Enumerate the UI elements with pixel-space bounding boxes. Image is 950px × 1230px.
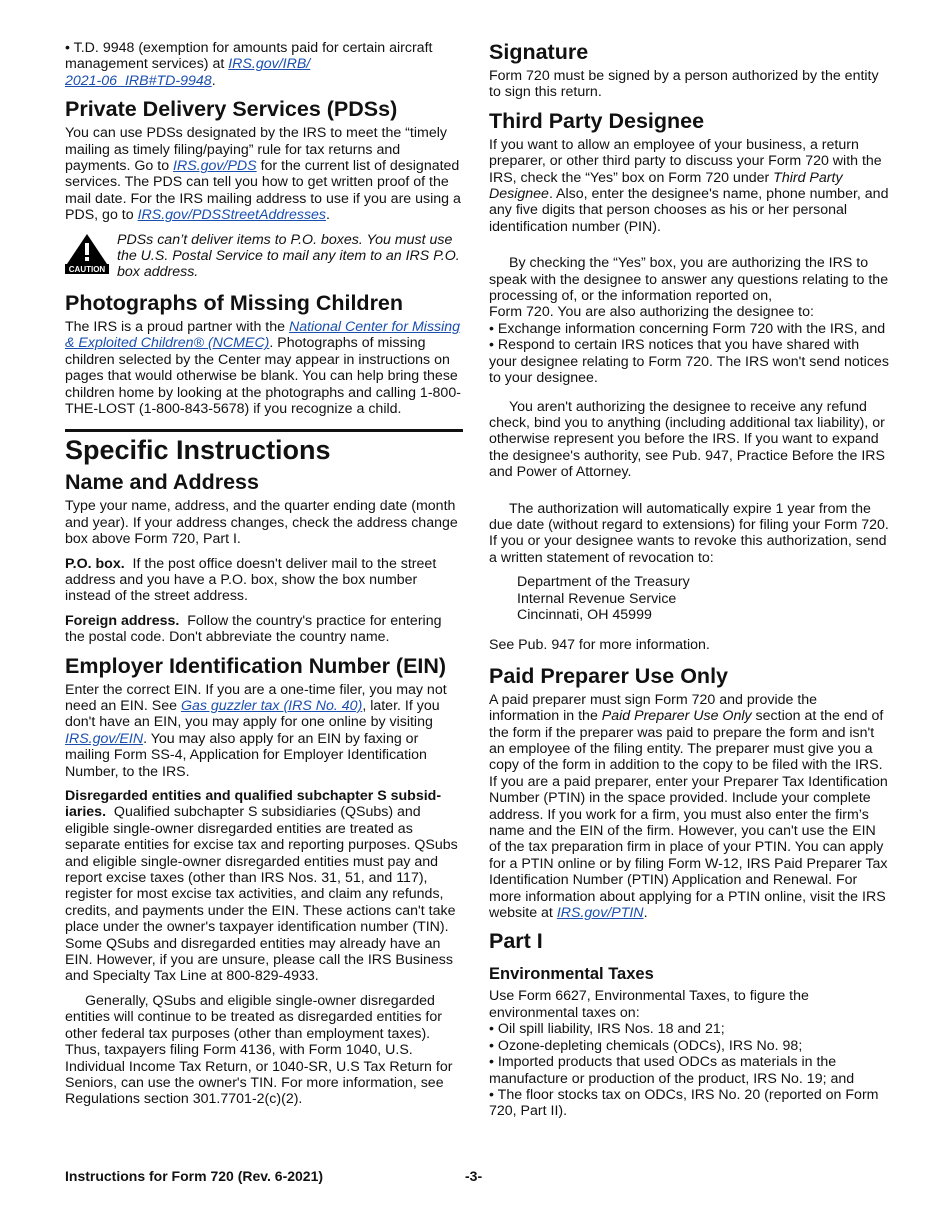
tpd-bullet-1: • Exchange information concerning Form 720 with the IRS, and <box>489 320 886 337</box>
paid-preparer-paragraph: A paid preparer must sign Form 720 and provide the information in the Paid Preparer Use Only section at the end of the form if the preparer was paid to prepare the form and isn't an employee of the filing entity. The preparer must give you a copy of the form in addition to the copy to be filed with the IRS. If you are a paid preparer, enter your Preparer Tax Identification Number (PTIN) in the space provided. Include your complete address. If you work for a firm, you must also enter the firm’s name and the EIN of the firm. However, you can't use the EIN of the tax preparation firm in place of your PTIN. You can apply for a PTIN online or by filing Form W-12, IRS Paid Preparer Tax Identification Number (PTIN) Application and Renewal. For more information about applying for a PTIN online, visit the IRS website at IRS.gov/PTIN. <box>489 691 888 922</box>
form-title: Instructions for Form 720 (Rev. 6-2021) <box>65 1168 324 1184</box>
ein-link[interactable]: IRS.gov/EIN <box>65 730 144 747</box>
page-number: -3- <box>465 1168 483 1184</box>
see-pub-paragraph: See Pub. 947 for more information. <box>489 637 710 654</box>
env-bullet-1: • Oil spill liability, IRS Nos. 18 and 21; <box>489 1021 725 1038</box>
ein-paragraph: Enter the correct EIN. If you are a one-time filer, you may not need an EIN. See Gas guzzler tax (IRS No. 40), later. If you don't have an EIN, you may apply for one online by visiting IRS.gov/EIN. You may also apply for an EIN by faxing or mailing Form SS-4, Application for Employer Identification Number, to the IRS. <box>65 681 447 780</box>
environmental-taxes-heading: Environmental Taxes <box>489 965 654 984</box>
tpd-paragraph-3: You aren't authorizing the designee to receive any refund check, bind you to anything (including additional tax liability), or otherwise represent you before the IRS. If you want to expand the designee's authority, see Pub. 947, Practice Before the IRS and Power of Attorney. <box>489 398 885 481</box>
generally-paragraph: Generally, QSubs and eligible single-owner disregarded entities will continue to be treated as disregarded entities for other federal tax purposes (other than employment taxes). Thus, taxpayers filing Form 4136, with Form 1040, U.S. Individual Income Tax Return, or 1040-SR, U.S Tax Return for Seniors, can use the owner's TIN. For more information, see Regulations section 301.7701-2(c)(2). <box>65 992 453 1108</box>
caution-icon <box>65 232 109 274</box>
revocation-address: Department of the Treasury Internal Revenue Service Cincinnati, OH 45999 <box>517 574 690 623</box>
foreign-address-paragraph: Foreign address. Follow the country's practice for entering the postal code. Don't abbreviate the country name. <box>65 612 446 646</box>
tpd-paragraph-1: If you want to allow an employee of your business, a return preparer, or other third party to discuss your Form 720 with the IRS, check the “Yes” box on Form 720 under Third Party Designee. Also, enter the designee's name, phone number, and any five digits that person chooses as his or her personal identification number (PIN). <box>489 136 889 235</box>
tpd-paragraph-4: The authorization will automatically expire 1 year from the due date (without regard to extensions) for filing your Form 720. If you or your designee wants to revoke this authorization, send a written statement of revocation to: <box>489 500 889 566</box>
ncmec-link[interactable]: National Center for Missing & Exploited Children® (NCMEC) <box>65 318 461 352</box>
caution-label: CAUTION <box>68 264 106 274</box>
paid-preparer-heading: Paid Preparer Use Only <box>489 663 728 688</box>
disregarded-entities-paragraph: Disregarded entities and qualified subchapter S subsid-iaries. Qualified subchapter S subsidiaries (QSubs) and eligible single-owner disregarded entities are treated as separate entities for excise tax and reporting purposes. QSubs and eligible single-owner disregarded entities must pay and report excise taxes (other than IRS Nos. 31, 51, and 117), register for most excise tax activities, and claim any refunds, credits, and payments under the EIN. These actions can't take place under the owner's taxpayer identification number (TIN). Some QSubs and disregarded entities may already have an EIN. However, if you are unsure, please call the IRS Business and Specialty Tax Line at 800-829-4933. <box>65 788 462 985</box>
photos-paragraph: The IRS is a proud partner with the National Center for Missing & Exploited Children® (NCMEC). Photographs of missing children selected by the Center may appear in instructions on pages that would otherwise be blank. You can help bring these children home by looking at the photographs and calling 1-800-THE-LOST (1-800-843-5678) if you recognize a child. <box>65 318 461 417</box>
env-bullet-3: • Imported products that used ODCs as materials in the manufacture or production of the product, IRS No. 19; and <box>489 1054 855 1087</box>
caution-text: PDSs can’t deliver items to P.O. boxes. You must use the U.S. Postal Service to mail any item to an IRS P.O. box address. <box>117 231 460 281</box>
irb-link-cont[interactable]: 2021-06_IRB#TD-9948 <box>65 72 212 89</box>
env-bullet-2: • Ozone-depleting chemicals (ODCs), IRS No. 98; <box>489 1037 803 1054</box>
right-column <box>489 40 889 1120</box>
specific-instructions-heading: Specific Instructions <box>65 435 331 466</box>
name-address-paragraph: Type your name, address, and the quarter ending date (month and year). If your address changes, check the address change box above Form 720, Part I. <box>65 498 458 548</box>
pds-heading: Private Delivery Services (PDSs) <box>65 97 398 122</box>
ein-heading: Employer Identification Number (EIN) <box>65 653 447 678</box>
env-bullet-4: • The floor stocks tax on ODCs, IRS No. 20 (reported on Form 720, Part II). <box>489 1086 879 1120</box>
environmental-paragraph: Use Form 6627, Environmental Taxes, to figure the environmental taxes on: <box>489 988 809 1021</box>
tpd-bullet-2: • Respond to certain IRS notices that you have shared with your designee relating to Form 720. The IRS won't send notices to your designee. <box>489 337 889 387</box>
photos-heading: Photographs of Missing Children <box>65 290 404 315</box>
pds-street-link[interactable]: IRS.gov/PDSStreetAddresses <box>137 207 327 224</box>
po-box-paragraph: P.O. box. If the post office doesn't deliver mail to the street address and you have a P.O. box, show the box number instead of the street address. <box>65 555 441 605</box>
name-address-heading: Name and Address <box>65 470 259 495</box>
pds-link[interactable]: IRS.gov/PDS <box>173 158 257 175</box>
left-column <box>65 40 463 1116</box>
signature-heading: Signature <box>489 40 589 64</box>
third-party-designee-heading: Third Party Designee <box>489 108 705 133</box>
ptin-link[interactable]: IRS.gov/PTIN <box>556 905 644 922</box>
irb-link[interactable]: IRS.gov/IRB/ <box>228 56 311 73</box>
pds-paragraph: You can use PDSs designated by the IRS to meet the “timely mailing as timely filing/paying” rule for tax returns and payments. Go to IRS.gov/PDS for the current list of designated services. The PDS can tell you how to get written proof of the mail date. For the IRS mailing address to use if you are using a PDS, go to IRS.gov/PDSStreetAddresses. <box>65 125 461 224</box>
td-bullet: • T.D. 9948 (exemption for amounts paid for certain aircraft management services) at IRS.gov/IRB/ 2021-06_IRB#TD-9948. <box>65 40 433 89</box>
section-divider <box>65 429 463 432</box>
tpd-paragraph-2: By checking the “Yes” box, you are authorizing the IRS to speak with the designee to answer any questions relating to the processing of, or the information reported on, Form 720. You are also authorizing the designee to: <box>489 255 889 321</box>
caution-box <box>65 232 463 281</box>
signature-paragraph: Form 720 must be signed by a person authorized by the entity to sign this return. <box>489 68 879 101</box>
gas-guzzler-link[interactable]: Gas guzzler tax (IRS No. 40) <box>180 697 363 714</box>
part-1-heading: Part I <box>489 929 543 954</box>
